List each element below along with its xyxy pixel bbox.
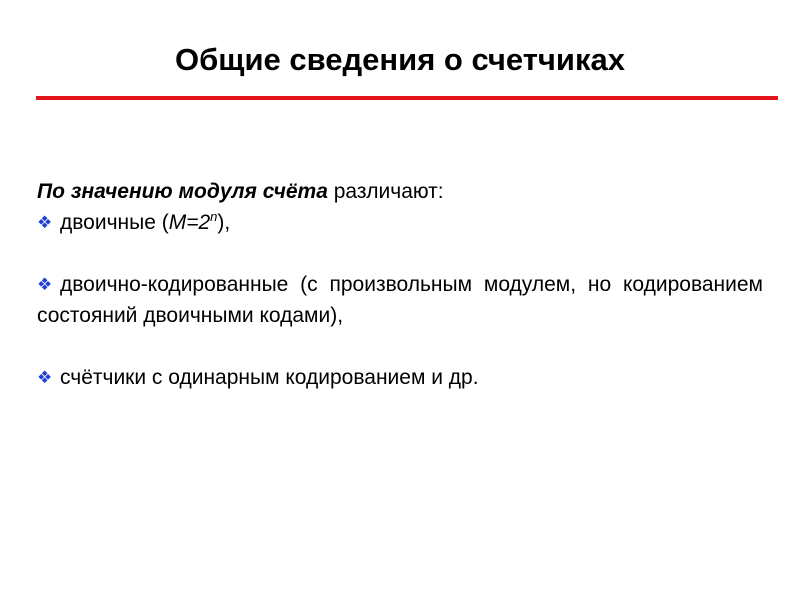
bullet-text: двоично-кодированные (с произвольным модулем, но кодированием состояний двоичными кодами), [37,273,763,327]
spacer [37,238,763,269]
formula-exponent: n [210,209,218,224]
diamond-bullet-icon: ❖ [37,213,53,232]
diamond-bullet-icon: ❖ [37,275,53,294]
bullet-text-after: ), [217,211,231,234]
title-divider [36,96,778,100]
bullet-item-unary [37,362,763,393]
bullet-text: двоичные ( [60,211,169,234]
slide-body [37,176,763,393]
bullet-item-binary [37,207,763,238]
intro-lead-text: По значению модуля счёта [37,180,328,203]
bullet-item-binary-coded [37,269,763,331]
diamond-bullet-icon: ❖ [37,368,53,387]
slide-title: Общие сведения о счетчиках [175,42,625,77]
spacer [37,331,763,362]
intro-line [37,176,763,207]
intro-rest-text: различают: [327,180,444,203]
bullet-text: счётчики с одинарным кодированием и др. [60,366,479,389]
formula-text: M=2 [168,211,211,234]
